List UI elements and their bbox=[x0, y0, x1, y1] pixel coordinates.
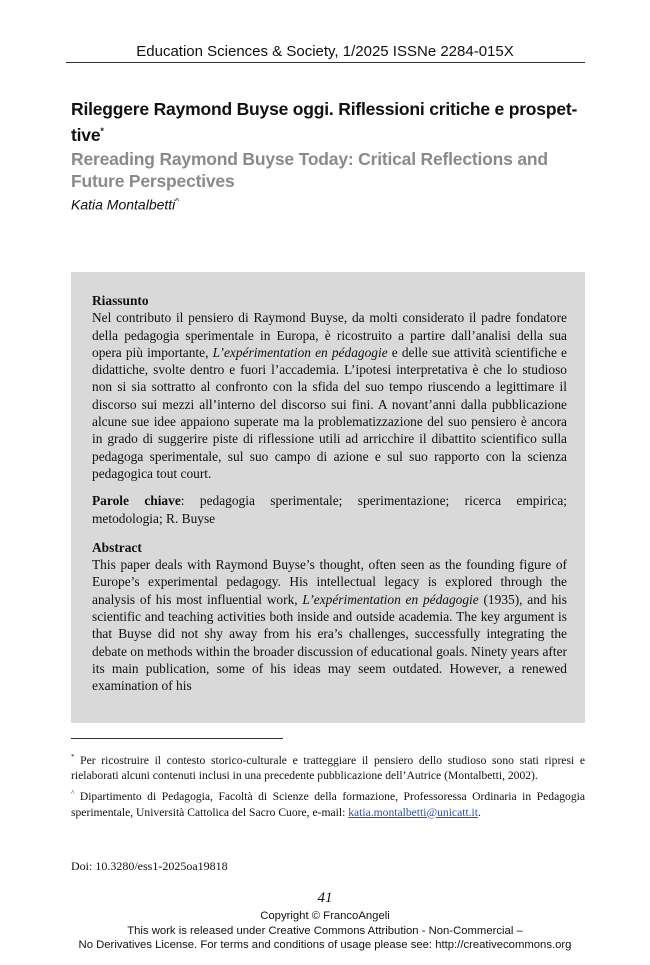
riassunto-text-part1: Nel contributo il pensiero di Raymond Buyse, da molti considerato il padre fondatore della pedagogia sperimentale in Europa, è ricostruito a partire dall’analisi della sua opera più importante, bbox=[92, 310, 567, 360]
italian-title-line1: Rileggere Raymond Buyse oggi. Riflessioni critiche e prospet- bbox=[71, 99, 578, 119]
title-footnote-mark: * bbox=[100, 126, 104, 136]
riassunto-work-title: L’expérimentation en pédagogie bbox=[212, 344, 388, 360]
email-link[interactable]: katia.montalbetti@unicatt.it bbox=[348, 805, 479, 819]
copyright-line: Copyright © FrancoAngeli bbox=[260, 910, 390, 922]
english-title-line2: Future Perspectives bbox=[71, 170, 235, 191]
footnote-1-mark: * bbox=[71, 753, 75, 761]
footnotes bbox=[71, 750, 585, 822]
doi: Doi: 10.3280/ess1-2025oa19818 bbox=[71, 859, 228, 873]
abstract-content bbox=[92, 292, 567, 695]
footnote-2-mark: ^ bbox=[71, 789, 75, 798]
footnote-2-end: . bbox=[478, 805, 481, 819]
riassunto-heading: Riassunto bbox=[92, 293, 149, 308]
italian-title bbox=[71, 98, 591, 146]
author-text: Katia Montalbetti bbox=[71, 196, 176, 213]
abstract-text-part2: (1935), and his scientific and teaching activities both inside and outside academia. The key argument is that Buyse did not shy away from his era’s challenges, successfully integrating the debate on methods within the broader discussion of educational goals. Ninety years after its main publication, some of his ideas may seem outdated. However, a renewed examination of his bbox=[92, 591, 567, 694]
footnote-divider bbox=[71, 738, 283, 739]
abstract-heading: Abstract bbox=[92, 539, 142, 555]
license-notice bbox=[0, 909, 650, 953]
footnote-1-text: Per ricostruire il contesto storico-culturale e tratteggiare il pensiero dello studioso sono stati ripresi e rielaborati alcuni contenuti inclusi in una precedente pubblicazione dell’Autrice (Montalbetti, 2002). bbox=[71, 753, 585, 783]
journal-header: Education Sciences & Society, 1/2025 ISSNe 2284-015X bbox=[136, 43, 514, 60]
keywords-text: : pedagogia sperimentale; sperimentazione; ricerca empirica; metodologia; R. Buyse bbox=[92, 493, 567, 526]
license-line-2: This work is released under Creative Commons Attribution - Non-Commercial – bbox=[127, 924, 523, 937]
author-name bbox=[71, 193, 591, 214]
header-divider bbox=[66, 62, 585, 63]
riassunto-text bbox=[92, 309, 567, 482]
footnote-2-text: Dipartimento di Pedagogia, Facoltà di Scienze della formazione, Professoressa Ordinaria in Pedagogia sperimentale, Università Cattolica del Sacro Cuore, e-mail: bbox=[71, 789, 585, 819]
italian-title-line2: tive bbox=[71, 124, 101, 145]
page-number: 41 bbox=[317, 890, 333, 906]
author-footnote-mark: ^ bbox=[175, 196, 180, 206]
riassunto-text-part2: e delle sue attività scientifiche e didattiche, svolte dentro e fuori l’accademia. L’ipotesi interpretativa è che lo studioso non si sia sottratto al confronto con la sfida del suo tempo riuscendo a legittimare il discorso sui mezzi all’interno del discorso sui fini. A novant’anni dalla pubblicazione alcune sue idee appaiono superate ma la problematizzazione del suo pensiero è ancora in grado di suggerire piste di riflessione utili ad arricchire il dibattito scientifico sulla pedagoga sperimentale, sul suo campo di azione e sul suo rapporto con la scienza pedagogica tout court. bbox=[92, 344, 567, 481]
keywords bbox=[92, 492, 567, 527]
abstract-box bbox=[71, 272, 585, 723]
license-line-3: No Derivatives License. For terms and conditions of usage please see: http://creativecommons.org bbox=[78, 939, 572, 951]
english-title bbox=[71, 148, 591, 192]
title-block bbox=[71, 98, 591, 213]
abstract-text-part1: This paper deals with Raymond Buyse’s thought, often seen as the founding figure of Europe’s experimental pedagogy. His intellectual legacy is explored through the analysis of his most influential work, bbox=[92, 557, 567, 607]
abstract-work-title: L’expérimentation en pédagogie bbox=[302, 591, 479, 607]
english-title-line1: Rereading Raymond Buyse Today: Critical Reflections and bbox=[71, 148, 548, 169]
keywords-label: Parole chiave bbox=[92, 493, 181, 509]
footnote-2 bbox=[71, 786, 585, 820]
footnote-1 bbox=[71, 750, 585, 784]
abstract-text bbox=[92, 556, 567, 694]
